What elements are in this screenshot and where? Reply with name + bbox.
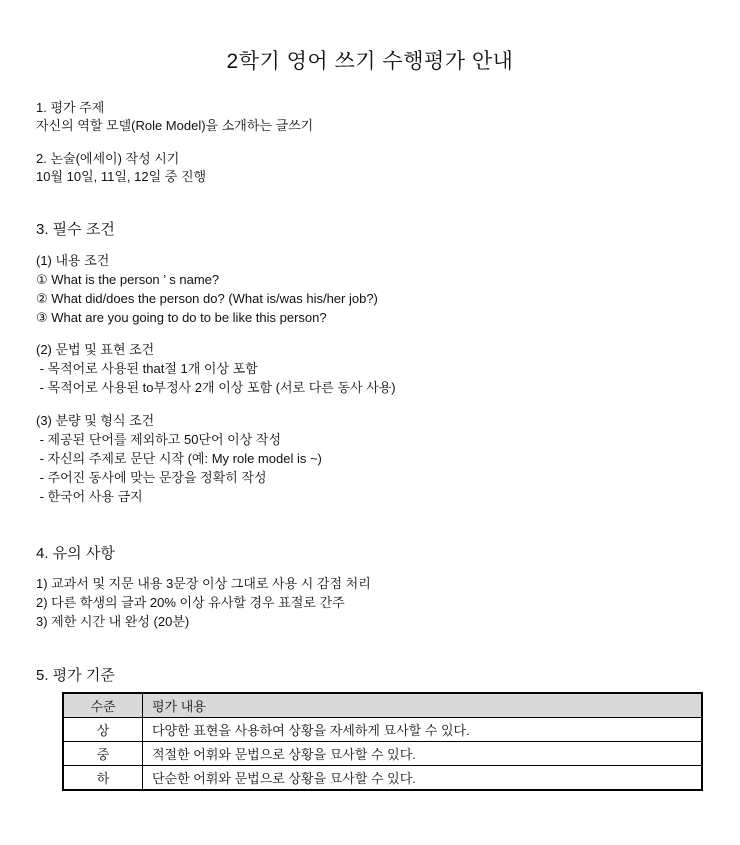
section-3-heading: 3. 필수 조건 [36, 221, 115, 238]
subsection-heading-format: (3) 분량 및 형식 조건 [36, 413, 155, 428]
criteria-header-description: 평가 내용 [143, 693, 703, 718]
condition-item: - 한국어 사용 금지 [36, 489, 143, 504]
condition-item: ② What did/does the person do? (What is/was his/her job?) [36, 291, 378, 306]
criteria-table [62, 692, 703, 791]
criteria-description-cell: 단순한 어휘와 문법으로 상황을 묘사할 수 있다. [143, 766, 703, 791]
section-4-heading: 4. 유의 사항 [36, 545, 115, 562]
condition-item: - 자신의 주제로 문단 시작 (예: My role model is ~) [36, 451, 322, 466]
condition-item: - 목적어로 사용된 that절 1개 이상 포함 [36, 361, 258, 376]
condition-item: - 제공된 단어를 제외하고 50단어 이상 작성 [36, 432, 281, 447]
caution-item: 2) 다른 학생의 글과 20% 이상 유사할 경우 표절로 간주 [36, 595, 345, 610]
criteria-level-cell: 상 [63, 718, 143, 742]
condition-item: ③ What are you going to do to be like this person? [36, 310, 327, 325]
caution-item: 1) 교과서 및 지문 내용 3문장 이상 그대로 사용 시 감점 처리 [36, 576, 371, 591]
format-conditions-group [36, 411, 704, 506]
condition-item: - 목적어로 사용된 to부정사 2개 이상 포함 (서로 다른 동사 사용) [36, 380, 396, 395]
criteria-description-cell: 적절한 어휘와 문법으로 상황을 묘사할 수 있다. [143, 742, 703, 766]
section-essay-schedule [36, 150, 704, 186]
criteria-header-level: 수준 [63, 693, 143, 718]
criteria-level-cell: 하 [63, 766, 143, 791]
table-row [63, 766, 702, 791]
table-row [63, 742, 702, 766]
section-2-text: 10월 10일, 11일, 12일 중 진행 [36, 169, 207, 184]
section-1-text: 자신의 역할 모델(Role Model)을 소개하는 글쓰기 [36, 118, 314, 133]
section-evaluation-topic [36, 99, 704, 135]
content-conditions-group [36, 251, 704, 327]
section-2-heading: 2. 논술(에세이) 작성 시기 [36, 151, 180, 166]
table-row [63, 718, 702, 742]
criteria-level-cell: 중 [63, 742, 143, 766]
cautions-list [36, 574, 704, 631]
criteria-description-cell: 다양한 표현을 사용하여 상황을 자세하게 묘사할 수 있다. [143, 718, 703, 742]
subsection-heading-grammar: (2) 문법 및 표현 조건 [36, 342, 155, 357]
caution-item: 3) 제한 시간 내 완성 (20분) [36, 614, 190, 629]
criteria-table-header-row [63, 693, 702, 718]
condition-item: - 주어진 동사에 맞는 문장을 정확히 작성 [36, 470, 267, 485]
subsection-heading-content: (1) 내용 조건 [36, 253, 110, 268]
section-5-heading: 5. 평가 기준 [36, 667, 115, 684]
condition-item: ① What is the person ’ s name? [36, 272, 220, 287]
page-title: 2학기 영어 쓰기 수행평가 안내 [226, 50, 514, 73]
section-1-heading: 1. 평가 주제 [36, 100, 105, 115]
grammar-conditions-group [36, 340, 704, 397]
